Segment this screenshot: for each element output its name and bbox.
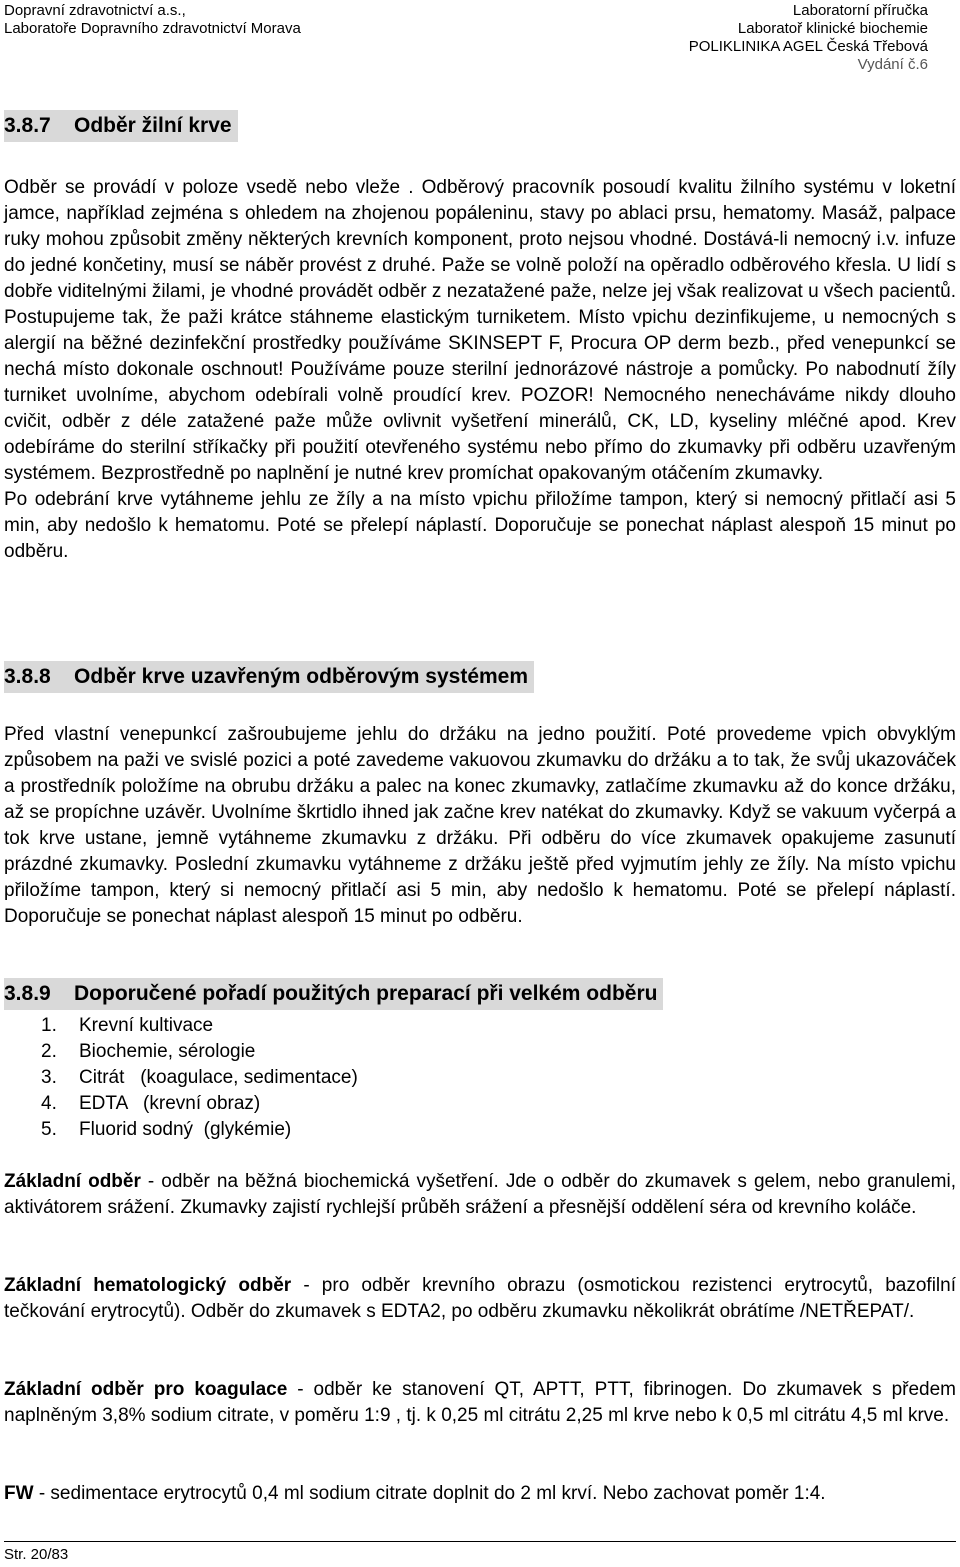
footer-divider: [4, 1541, 956, 1542]
block-term: Základní odběr pro koagulace: [4, 1379, 288, 1400]
page-number: Str. 20/83: [4, 1546, 69, 1563]
paragraph: Před vlastní venepunkcí zašroubujeme jehlu do držáku na jedno použití. Poté provedeme vpich obvyklým způsobem na paži ve svislé pozici a poté zavedeme vakuovou zkumavku do držáku a to tak, že svůj ukazováček a prostředník položíme na obrubu držáku a palec na konec zkumavky, zatlačíme zkumavku až do konce držáku, až se propíchne uzávěr. Uvolníme škrtidlo ihned jak začne krev natékat do zkumavky. Když se vakuum vyčerpá a tok krve ustane, jemně vytáhneme zkumavku z držáku. Při odběru do více zkumavek opakujeme zasunutí prázdné zkumavky. Poslední zkumavku vytáhneme z držáku ještě před vyjmutím jehly ze žíly. Na místo vpichu přiložíme tampon, který si nemocný přitlačí asi 5 min, aby nedošlo k hematomu. Poté se přelepí náplastí. Doporučuje se ponechat náplast alespoň 15 minut po odběru.: [4, 724, 956, 927]
header-document-info: [689, 2, 928, 74]
block-term: FW: [4, 1483, 34, 1504]
block-sedimentation: [4, 1481, 956, 1507]
block-basic-draw: [4, 1169, 956, 1221]
header-company: Dopravní zdravotnictví a.s.,: [4, 2, 186, 19]
section-number: 3.8.9: [4, 982, 51, 1005]
block-text: - pro odběr krevního obrazu (osmotickou rezistenci erytrocytů, bazofilní tečkování erytrocytů). Odběr do zkumavek s EDTA2, po odběru zkumavku několikrát obrátíme /NETŘEPAT/.: [4, 1275, 956, 1322]
list-item: 4. EDTA (krevní obraz): [41, 1093, 261, 1114]
header-organization: [4, 2, 301, 38]
block-text: - odběr na běžná biochemická vyšetření. Jde o odběr do zkumavek s gelem, nebo granulemi, aktivátorem srážení. Zkumavky zajistí rychlejší průběh srážení a přesnější oddělení séra od krevního koláče.: [4, 1171, 957, 1218]
block-term: Základní hematologický odběr: [4, 1275, 292, 1296]
paragraph: Po odebrání krve vytáhneme jehlu ze žíly a na místo vpichu přiložíme tampon, který si nemocný přitlačí asi 5 min, aby nedošlo k hematomu. Poté se přelepí náplastí. Doporučuje se ponechat náplast alespoň 15 minut po odběru.: [4, 489, 956, 562]
section-title: Doporučené pořadí použitých preparací při velkém odběru: [74, 982, 658, 1005]
section-number: 3.8.8: [4, 665, 51, 688]
list-item: 1. Krevní kultivace: [41, 1015, 214, 1036]
header-edition: Vydání č.6: [857, 56, 928, 73]
section-title: Odběr žilní krve: [74, 114, 232, 137]
section-number: 3.8.7: [4, 114, 51, 137]
list-item: 2. Biochemie, sérologie: [41, 1041, 256, 1062]
header-location: POLIKLINIKA AGEL Česká Třebová: [688, 38, 928, 55]
section-heading-387: [4, 110, 238, 142]
section-heading-389: [4, 978, 663, 1010]
header-lab-name: Laboratoř klinické biochemie: [737, 20, 928, 37]
section-title: Odběr krve uzavřeným odběrovým systémem: [74, 665, 529, 688]
order-list: [41, 1013, 358, 1143]
section-388-body: [4, 722, 956, 930]
page-header: [4, 2, 956, 92]
block-text: - sedimentace erytrocytů 0,4 ml sodium citrate doplnit do 2 ml krví. Nebo zachovat poměr 1:4.: [33, 1483, 826, 1504]
block-text: - odběr ke stanovení QT, APTT, PTT, fibrinogen. Do zkumavek s předem naplněným 3,8% sodium citrate, v poměru 1:9 , tj. k 0,25 ml citrátu 2,25 ml krve nebo k 0,5 ml citrátu 4,5 ml krve.: [4, 1379, 956, 1426]
header-department: Laboratoře Dopravního zdravotnictví Morava: [4, 20, 301, 37]
block-term: Základní odběr: [4, 1171, 141, 1192]
header-doc-title: Laboratorní příručka: [792, 2, 928, 19]
section-heading-388: [4, 661, 534, 693]
paragraph: Odběr se provádí v poloze vsedě nebo vleže . Odběrový pracovník posoudí kvalitu žilního systému v loketní jamce, například zejména s ohledem na zhojenou popáleninu, stavy po ablaci prsu, hematomy. Masáž, palpace ruky mohou způsobit změny některých krevních komponent, proto nejsou vhodné. Dostává-li nemocný i.v. infuze do jedné končetiny, musí se náběr provést z druhé. Paže se volně položí na opěradlo odběrového křesla. U lidí s dobře viditelnými žilami, je vhodné provádět odběr z nezatažené paže, nelze jej však realizovat u všech pacientů. Postupujeme tak, že paži krátce stáhneme elastickým turniketem. Místo vpichu dezinfikujeme, u nemocných s alergií na běžné dezinfekční prostředky používáme SKINSEPT F, Procura OP derm bezb., před venepunkcí se nechá místo dokonale oschnout! Používáme pouze sterilní jednorázové nástroje a pomůcky. Po nabodnutí žíly turniket uvolníme, abychom odebírali volně proudící krev. POZOR! Nemocného nenecháváme nikdy dlouho cvičit, odběr z déle zatažené paže může ovlivnit vyšetření minerálů, CK, LD, kyseliny mléčné apod. Krev odebíráme do sterilní stříkačky při použití otevřeného systému nebo přímo do zkumavky při odběru uzavřeným systémem. Bezprostředně po naplnění je nutné krev promíchat opakovaným otáčením zkumavky.: [4, 177, 956, 484]
section-387-body: [4, 175, 956, 565]
block-hematology-draw: [4, 1273, 956, 1325]
block-coagulation-draw: [4, 1377, 956, 1429]
list-item: 5. Fluorid sodný (glykémie): [41, 1119, 292, 1140]
list-item: 3. Citrát (koagulace, sedimentace): [41, 1067, 358, 1088]
